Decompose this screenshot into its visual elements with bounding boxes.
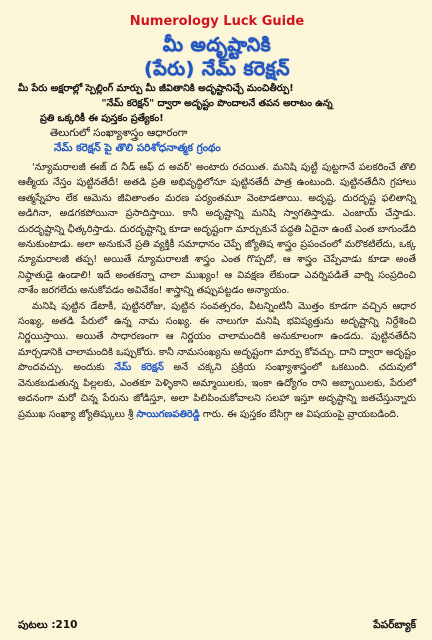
intro-block (18, 81, 416, 156)
description-body (18, 160, 416, 422)
binding-type: పేపర్‌బ్యాక్ (373, 619, 416, 631)
guide-title: Numerology Luck Guide (129, 14, 305, 29)
title-line-1: మీ అదృష్టానికి (162, 34, 272, 56)
intro-line-5: నేమ్ కరెక్షన్ పై తొలి పరిశోధనాత్మక గ్రంథం (54, 142, 221, 154)
intro-line-1: మీ పేరు అక్షరాల్లో స్పెల్లింగ్ మార్పు మీ జీవితానికి అదృష్టానిచ్చే మంచితీర్పు! (18, 83, 294, 94)
main-title (18, 33, 416, 81)
intro-line-2: "నేమ్ కరెక్షన్" ద్వారా అదృష్టం పొందాలనే తపన అరాటం ఉన్న (101, 98, 333, 109)
name-correction-highlight: నేమ్ కరెక్షన్ (114, 362, 164, 374)
paragraph-2-text-a: మనిషి పుట్టిన డేటాకీ, పుట్టినరోజు, పుట్టిన సంవత్సరం, వీటన్నింటినీ మొత్తం కూడగా వచ్చిన ఆధార సంఖ్య, అతడి పేరులో ఉన్న నామ సంఖ్య. ఈ నాలుగూ మనిషి భవిష్యత్తును అదృష్టాన్ని నిర్దేశించి నిర్ణయిస్తాయి. అయితే సాధారణంగా ఆ నిర్ణయం చాలామందికి అనుకూలంగా ఉండదు. పుట్టినతేదీని మార్చడానికి చాలామందికి ఒప్పుకోరు. కానీ నామసంఖ్యను అదృష్టంగా మార్పు కోవచ్చు. దాని ద్వారా అదృష్టం పొందవచ్చు. అందుకు (18, 300, 416, 374)
intro-line-4: తెలుగులో సంఖ్యాశాస్త్రం ఆధారంగా (50, 127, 188, 139)
paragraph-2-text-b: అనే చక్కని ప్రక్రియ సంఖ్యాశాస్త్రంలో ఒకటుంది. చదువులో వెనుకబడుతున్న పిల్లలకు, ఎంతకూ పెళ్ళికాని అమ్మాయిలకు, ఇంకా ఉద్యోగం రాని అబ్బాయిలకు, పేరులో అదనంగా మరో చిన్న పేరును జోడిస్తూ, అలా పిలిపించుకోవాలని సలహా ఇస్తూ అదృష్టాన్ని జతచేస్తున్నారు ప్రముఖ సంఖ్యా జ్యోతిష్కులు శ్రీ (18, 362, 416, 420)
title-line-2: (పేరు) నేమ్ కరెక్షన్ (144, 58, 290, 80)
paragraph-2-text-c: గారు. ఈ పుస్తకం బేసిగ్గా ఆ విషయంపై వ్రాయబడింది. (199, 408, 400, 420)
paragraph-2 (18, 299, 416, 422)
page-count: పుటలు :210 (18, 619, 78, 631)
author-name: సాయిగణపతిరెడ్డి (136, 408, 200, 420)
intro-line-3: ప్రతి ఒక్కరికీ ఈ పుస్తకం ప్రత్యేకం! (40, 113, 164, 124)
paragraph-1: 'న్యూమరాలజీ ఈజ్ ద నీడ్ ఆఫ్ ద అవర్' అంటారు రచయిత. మనిషి పుట్టీ పుట్టగానే పలకరించే తొలి ఆత్మీయ నేస్తం పుట్టినతేదీ! అతడి ప్రతి అభివృద్ధిలోనూ పుట్టినతేదీ పాత్ర ఉంటుంది. పుట్టినతేదీని గ్రహాలు ఆత్మస్నేహం లేక ఆమెను జీవితాంతం మరణ పర్యంతమూ వెంటాడతాయి. అదృష్ట, దురదృష్ట ఫలితాన్ని అడిగినా, అడగకపోయినా ప్రసాదిస్తాయి. కానీ అదృష్టాన్ని మనిషి స్వాగతిస్తాడు. ఎంజాయ్ చేస్తాడు. దురదృష్టాన్ని ఛీత్కరిస్తాడు. దురదృష్టాన్ని కూడా అదృష్టంగా మార్చుకునే పద్ధతి ఏదైనా ఉంటే ఎంత బాగుండేది అనుకుంటాడు. అలా అనుకునే ప్రతి వ్యక్తికీ సమాధానం చెప్పే జ్యోతిష శాస్త్రం ప్రపంచంలో మరొకటిలేదు, ఒక్క న్యూమరాలజీ తప్ప! అయితే న్యూమరాలజీ శాస్త్రం ఎంత గొప్పదో, ఆ శాస్త్రం చెప్పేవాడు కూడా అంతే నిష్ఠాతుడై ఉండాలి! ఇదే అంతకన్నా చాలా ముఖ్యం! ఆ వివక్షణ లేకుండా ఎవర్నిపడితే వార్ని సంప్రదించి నాశేం జరగలేదు అనుకోవడం అవివేకం! శాస్త్రాన్ని తప్పుపట్టడం అన్యాయం. (18, 162, 416, 297)
footer (18, 619, 416, 634)
